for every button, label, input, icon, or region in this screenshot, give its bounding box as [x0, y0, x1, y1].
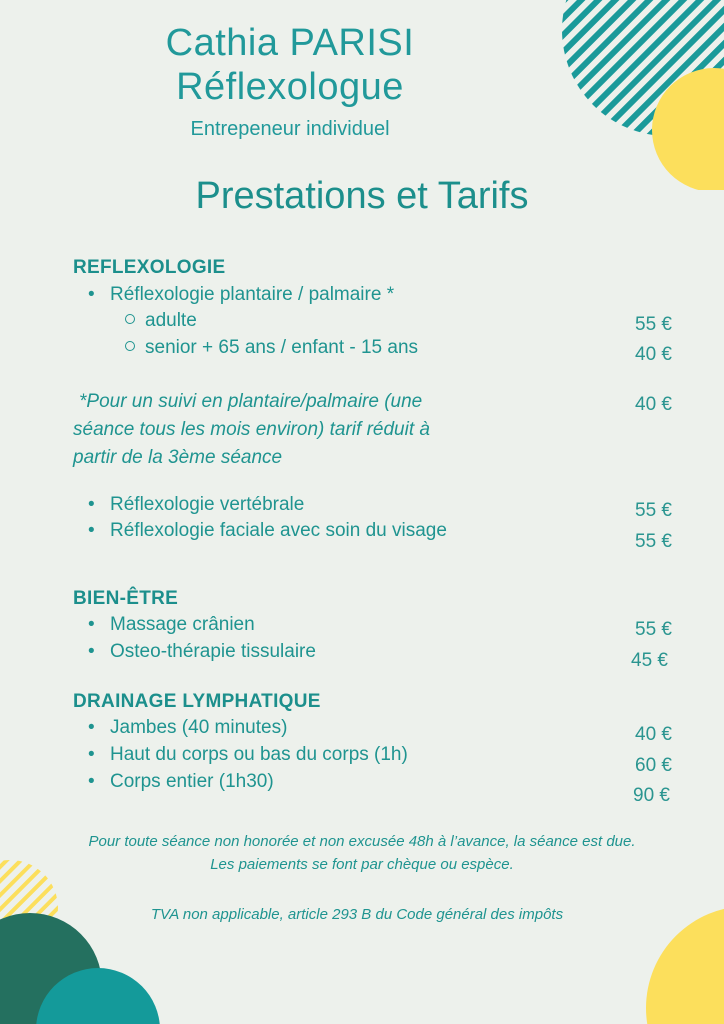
list-item-massage — [88, 614, 255, 636]
price-adulte: 55 € — [635, 314, 672, 335]
section-heading-reflexologie: REFLEXOLOGIE — [73, 257, 226, 278]
sub-item-senior — [125, 337, 418, 359]
footer-cancellation-policy: Pour toute séance non honorée et non excusée 48h à l’avance, la séance est due. — [88, 833, 636, 850]
item-label: Réflexologie faciale avec soin du visage — [110, 520, 447, 541]
price-haut-du-corps: 60 € — [635, 755, 672, 776]
list-item-corps-entier — [88, 771, 274, 793]
list-item-haut-du-corps — [88, 744, 408, 766]
bullet-icon: • — [88, 744, 95, 765]
item-label: Réflexologie vertébrale — [110, 494, 305, 515]
price-reduced-rate: 40 € — [635, 394, 672, 415]
bullet-icon: • — [88, 284, 95, 305]
circle-bullet-icon — [125, 341, 135, 351]
decoration-top-right — [560, 0, 724, 190]
item-label: senior + 65 ans / enfant - 15 ans — [145, 337, 419, 358]
note-line: séance tous les mois environ) tarif réduit à — [73, 419, 430, 440]
price-jambes: 40 € — [635, 724, 672, 745]
practitioner-name: Cathia PARISI — [165, 22, 415, 64]
bullet-icon: • — [88, 717, 95, 738]
section-heading-drainage: DRAINAGE LYMPHATIQUE — [73, 691, 321, 712]
section-heading-bien-etre: BIEN-ÊTRE — [73, 588, 179, 609]
list-item-jambes — [88, 717, 287, 739]
price-vertebrale: 55 € — [635, 500, 672, 521]
reduced-rate-note — [73, 388, 573, 472]
business-status: Entrepeneur individuel — [190, 118, 390, 140]
price-faciale: 55 € — [635, 531, 672, 552]
price-osteo: 45 € — [631, 650, 668, 671]
decoration-bottom-left — [0, 850, 180, 1024]
page-title: Prestations et Tarifs — [195, 175, 529, 217]
list-item-vertebrale — [88, 494, 304, 516]
circle-bullet-icon — [125, 314, 135, 324]
price-senior: 40 € — [635, 344, 672, 365]
list-item-plantaire — [88, 284, 394, 306]
bullet-icon: • — [88, 771, 95, 792]
price-massage: 55 € — [635, 619, 672, 640]
item-label: Haut du corps ou bas du corps (1h) — [110, 744, 408, 765]
bullet-icon: • — [88, 520, 95, 541]
list-item-faciale — [88, 520, 447, 542]
item-label: Massage crânien — [110, 614, 255, 635]
profession-title: Réflexologue — [176, 66, 404, 108]
bullet-icon: • — [88, 641, 95, 662]
note-line: partir de la 3ème séance — [73, 447, 283, 468]
sub-item-adulte — [125, 310, 197, 332]
list-item-osteo — [88, 641, 316, 663]
footer-vat-notice: TVA non applicable, article 293 B du Code général des impôts — [150, 906, 564, 923]
item-label: Réflexologie plantaire / palmaire * — [110, 284, 395, 305]
bullet-icon: • — [88, 614, 95, 635]
item-label: Osteo-thérapie tissulaire — [110, 641, 316, 662]
footer-payment-methods: Les paiements se font par chèque ou espèce. — [210, 856, 514, 873]
item-label: Jambes (40 minutes) — [110, 717, 288, 738]
item-label: Corps entier (1h30) — [110, 771, 274, 792]
price-corps-entier: 90 € — [633, 785, 670, 806]
note-line: *Pour un suivi en plantaire/palmaire (une — [79, 391, 423, 412]
item-label: adulte — [145, 310, 197, 331]
bullet-icon: • — [88, 494, 95, 515]
